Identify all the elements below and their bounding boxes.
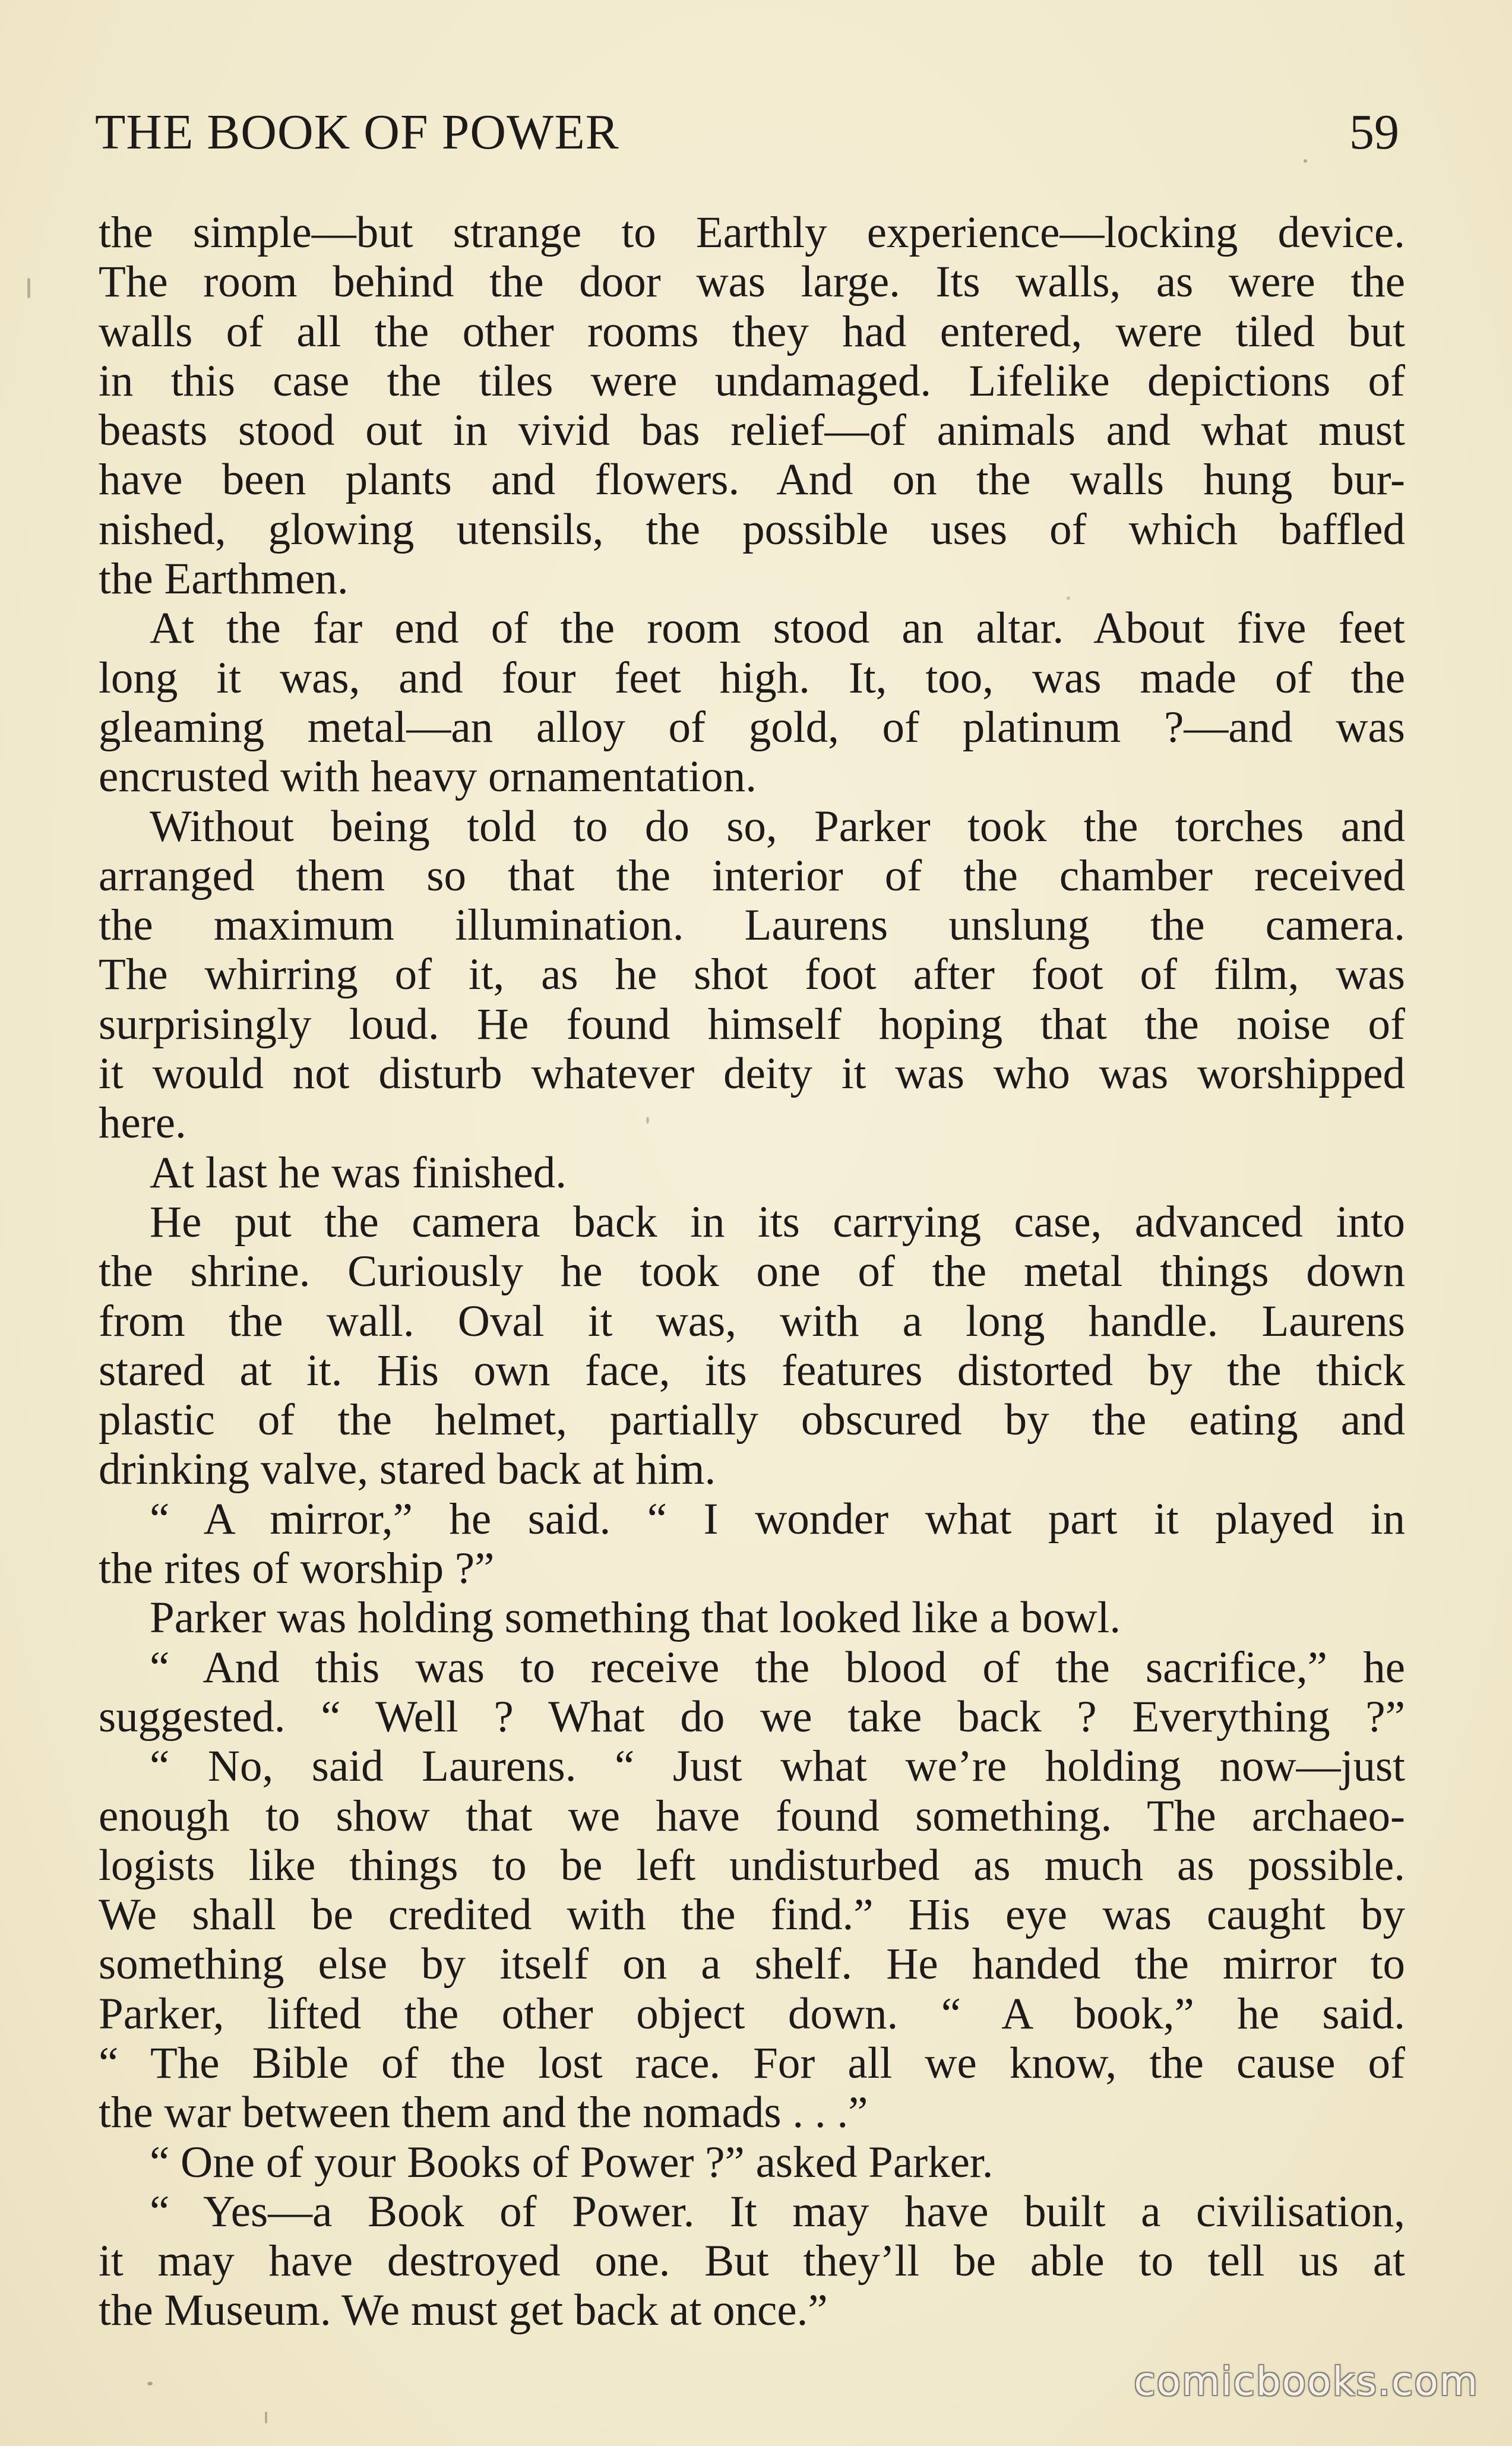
text-line: “ And this was to receive the blood of the sacrifice,” he (150, 1642, 1405, 1692)
text-line: the rites of worship ?” (99, 1544, 495, 1594)
text-line: the simple—but strange to Earthly experience—locking device. (99, 208, 1405, 257)
text-line: in this case the tiles were undamaged. Lifelike depictions of (99, 356, 1405, 406)
text-line: Parker was holding something that looked like a bowl. (150, 1593, 1121, 1643)
paper-speck (27, 278, 30, 298)
text-line: Parker, lifted the other object down. “ A book,” he said. (99, 1989, 1405, 2039)
text-line: the maximum illumination. Laurens unslung the camera. (99, 900, 1405, 950)
text-line: At last he was finished. (150, 1148, 567, 1197)
body-text (99, 208, 1405, 2336)
page-header (95, 100, 1399, 165)
text-line: from the wall. Oval it was, with a long handle. Laurens (99, 1296, 1405, 1346)
paper-speck (147, 2382, 153, 2385)
text-line: “ No, said Laurens. “ Just what we’re holding now—just (150, 1742, 1405, 1791)
watermark-logo: comicbooks.com (1134, 2359, 1479, 2404)
text-line: the war between them and the nomads . . .” (99, 2088, 868, 2138)
text-line: it would not disturb whatever deity it was who was worshipped (99, 1049, 1405, 1099)
running-title: THE BOOK OF POWER (95, 105, 619, 160)
text-line: The whirring of it, as he shot foot after foot of film, was (99, 950, 1405, 1000)
text-line: gleaming metal—an alloy of gold, of platinum ?—and was (99, 702, 1405, 752)
text-line: nished, glowing utensils, the possible uses of which baffled (99, 504, 1405, 554)
page-number: 59 (1349, 105, 1399, 160)
text-line: logists like things to be left undisturbed as much as possible. (99, 1840, 1405, 1890)
text-line: something else by itself on a shelf. He handed the mirror to (99, 1939, 1405, 1989)
text-line: the shrine. Curiously he took one of the metal things down (99, 1247, 1405, 1297)
paper-speck (265, 2412, 267, 2423)
paper-speck (1304, 159, 1307, 163)
text-line: it may have destroyed one. But they’ll be able to tell us at (99, 2236, 1405, 2286)
text-line: stared at it. His own face, its features distorted by the thick (99, 1345, 1405, 1395)
text-line: walls of all the other rooms they had entered, were tiled but (99, 306, 1405, 356)
text-line: The room behind the door was large. Its walls, as were the (99, 257, 1405, 307)
text-line: arranged them so that the interior of the chamber received (99, 851, 1405, 900)
text-line: “ A mirror,” he said. “ I wonder what part it played in (150, 1494, 1405, 1544)
text-line: the Museum. We must get back at once.” (99, 2286, 828, 2336)
text-line: long it was, and four feet high. It, too, was made of the (99, 653, 1405, 703)
text-line: the Earthmen. (99, 554, 349, 604)
text-line: “ Yes—a Book of Power. It may have built a civilisation, (150, 2186, 1405, 2236)
text-line: “ One of your Books of Power ?” asked Parker. (150, 2137, 994, 2187)
paper-speck (646, 1117, 649, 1124)
text-line: enough to show that we have found something. The archaeo- (99, 1791, 1405, 1841)
text-line: He put the camera back in its carrying case, advanced into (150, 1197, 1405, 1247)
text-line: “ The Bible of the lost race. For all we know, the cause of (99, 2038, 1405, 2088)
text-line: surprisingly loud. He found himself hoping that the noise of (99, 999, 1405, 1049)
text-line: encrusted with heavy ornamentation. (99, 752, 757, 802)
text-line: here. (99, 1098, 186, 1148)
text-line: Without being told to do so, Parker took the torches and (150, 801, 1405, 851)
text-line: suggested. “ Well ? What do we take back ? Everything ?” (99, 1692, 1405, 1742)
text-line: drinking valve, stared back at him. (99, 1445, 716, 1494)
text-line: At the far end of the room stood an altar. About five feet (150, 603, 1405, 653)
text-line: We shall be credited with the find.” His eye was caught by (99, 1890, 1405, 1940)
paper-speck (1067, 596, 1070, 600)
text-line: plastic of the helmet, partially obscured by the eating and (99, 1395, 1405, 1445)
text-line: beasts stood out in vivid bas relief—of animals and what must (99, 406, 1405, 456)
text-line: have been plants and flowers. And on the walls hung bur- (99, 455, 1405, 505)
